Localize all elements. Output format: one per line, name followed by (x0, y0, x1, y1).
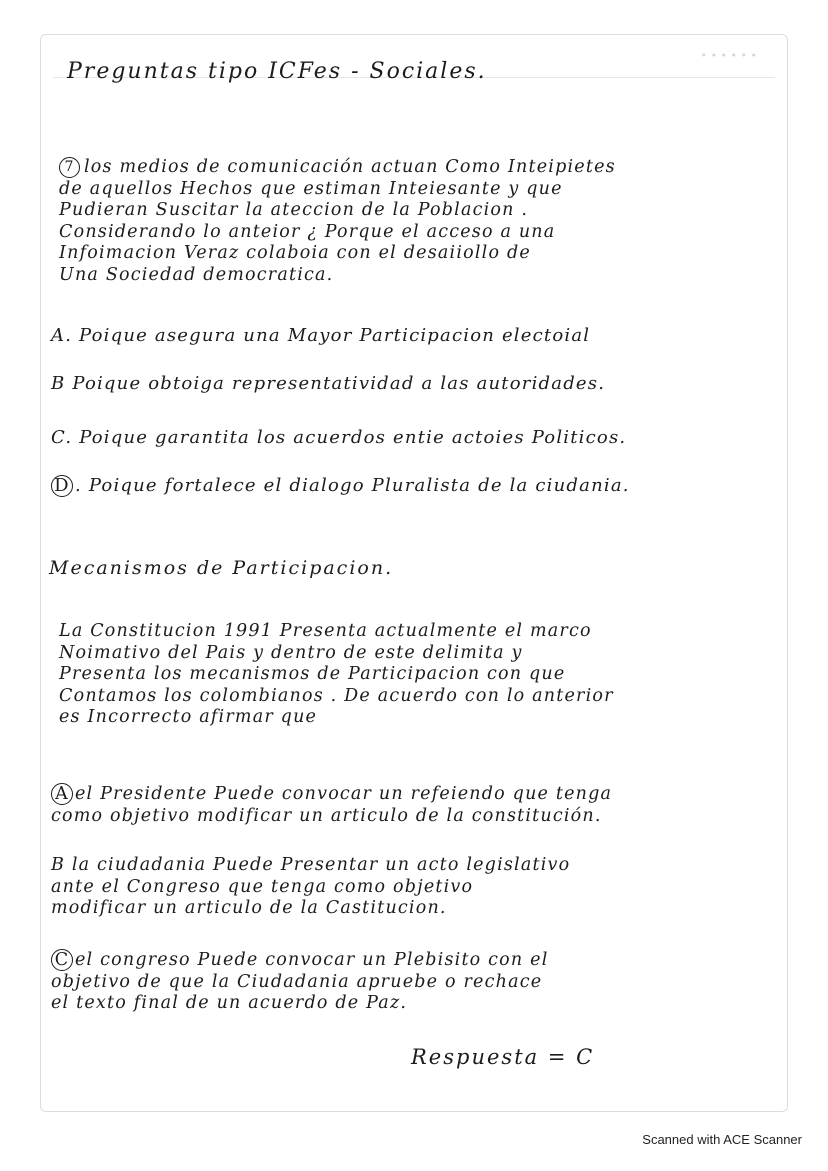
question-1-option-b: B Poique obtoiga representatividad a las autoridades. (51, 373, 606, 394)
question-2-line: es Incorrecto afirmar que (59, 707, 318, 727)
selected-answer-circle: D (51, 475, 73, 497)
question-2-option-b: B la ciudadania Puede Presentar un acto legislativo ante el Congreso que tenga como objetivo modificar un articulo de la Castitucion. (51, 855, 571, 918)
question-1-option-a: A. Poique asegura una Mayor Participacion electoial (51, 325, 591, 346)
question-2-line: La Constitucion 1991 Presenta actualmente el marco (59, 621, 592, 641)
question-2-line: Noimativo del Pais y dentro de este delimita y (59, 642, 523, 663)
question-1-text (59, 157, 616, 286)
question-2-line: Contamos los colombianos . De acuerdo con lo anterior (59, 685, 614, 706)
question-2-line: Presenta los mecanismos de Participacion con que (59, 664, 566, 684)
section-title: Mecanismos de Participacion. (49, 557, 394, 579)
option-letter-circle: A (51, 783, 73, 805)
question-1-line: de aquellos Hechos que estiman Inteiesante y que (59, 178, 563, 199)
question-1-line: Considerando lo anteior ¿ Porque el acceso a una (59, 221, 556, 242)
scanner-watermark: Scanned with ACE Scanner (642, 1132, 802, 1147)
question-1-line: 7 los medios de comunicación actuan Como Inteipietes (59, 157, 616, 179)
question-1-option-d: D . Poique fortalece el dialogo Pluralista de la ciudania. (51, 475, 630, 497)
answer-text: Respuesta = C (411, 1045, 595, 1069)
page-title: Preguntas tipo ICFes - Sociales. (67, 59, 487, 84)
question-1-line: Infoimacion Veraz colaboia con el desaiiollo de (59, 243, 531, 263)
option-letter-circle: C (51, 949, 73, 971)
question-2-text (59, 621, 614, 729)
notebook-page (40, 34, 788, 1112)
notebook-dots: • • • • • • (700, 49, 757, 62)
question-1-option-c: C. Poique garantita los acuerdos entie actoies Politicos. (51, 427, 627, 448)
question-2-option-c: C el congreso Puede convocar un Plebisito con el objetivo de que la Ciudadania apruebe o rechace el texto final de un acuerdo de Paz. (51, 950, 549, 1013)
question-2-option-a: A el Presidente Puede convocar un refeiendo que tenga como objetivo modificar un articulo de la constitución. (51, 784, 613, 826)
question-1-line: Una Sociedad democratica. (59, 264, 334, 285)
question-number-badge: 7 (59, 157, 80, 178)
question-1-line: Pudieran Suscitar la ateccion de la Poblacion . (59, 200, 529, 220)
